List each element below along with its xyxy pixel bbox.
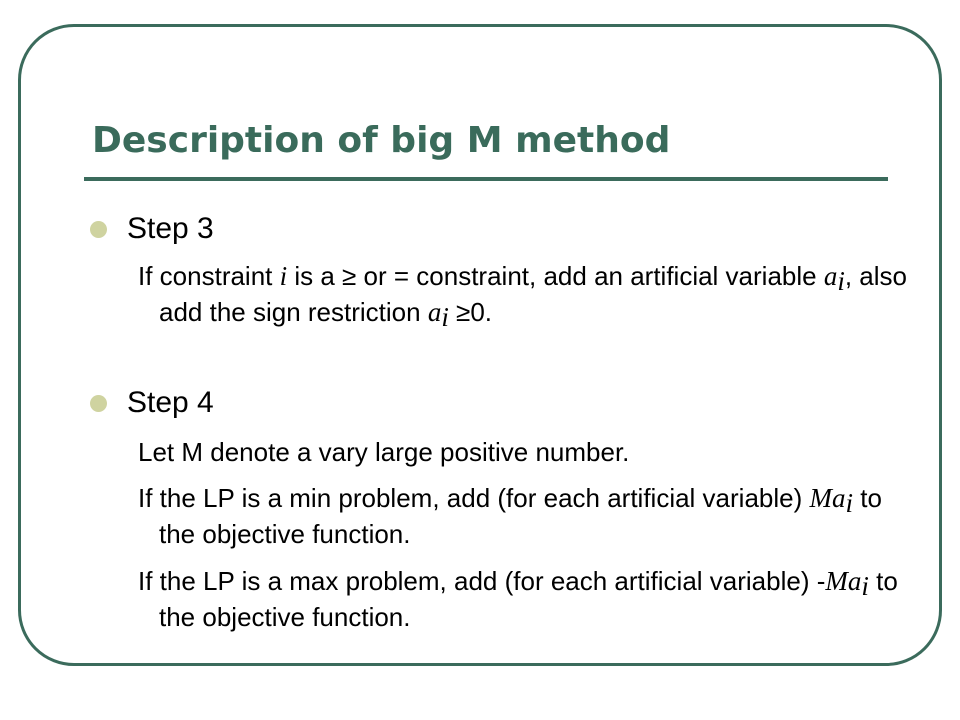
subscript-i-restriction: i <box>441 302 449 332</box>
max-text-a: If the LP is a max problem, add (for each artificial variable) - <box>138 566 826 596</box>
step-4-line-1: Let M denote a vary large positive number. <box>138 437 630 467</box>
bullet-icon <box>90 395 107 412</box>
step-4-heading <box>90 385 214 421</box>
min-text-b: to the objective function. <box>159 483 882 549</box>
step-3-text-a: If constraint <box>138 261 280 291</box>
slide-title: Description of big M method <box>92 120 671 161</box>
variable-i: i <box>279 261 288 291</box>
step-3-text-d: ≥0. <box>448 297 493 327</box>
variable-a: a <box>823 261 838 291</box>
subscript-i-max: i <box>861 571 869 601</box>
step-4-min-text <box>138 480 919 552</box>
max-text-b: to the objective function. <box>159 566 898 632</box>
step-4-max-text <box>138 563 919 635</box>
bullet-icon <box>90 221 107 238</box>
step-3-label: Step 3 <box>127 212 214 245</box>
step-3-text-c: , also add the sign restriction <box>159 261 908 327</box>
subscript-i: i <box>837 266 845 296</box>
variable-ma-min: Ma <box>809 483 846 513</box>
step-3-text-b: is a ≥ or = constraint, add an artificial variable <box>287 261 824 291</box>
variable-ma-max: Ma <box>825 566 862 596</box>
step-4-label: Step 4 <box>127 386 214 419</box>
variable-a-restriction: a <box>427 297 442 327</box>
title-underline <box>84 177 888 181</box>
min-text-a: If the LP is a min problem, add (for each artificial variable) <box>138 483 810 513</box>
subscript-i-min: i <box>845 488 854 518</box>
step-3-text <box>138 258 919 330</box>
step-3-heading <box>90 211 214 247</box>
